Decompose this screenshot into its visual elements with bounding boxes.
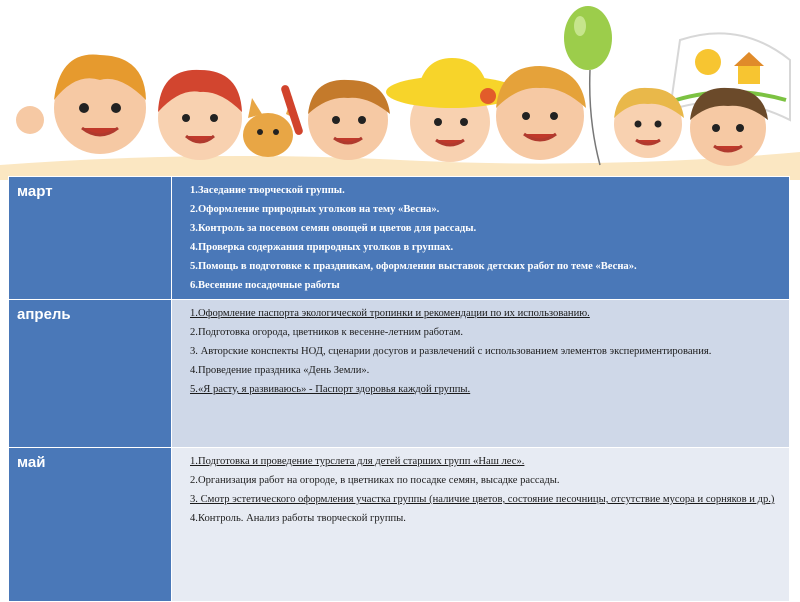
list-item: 1.Заседание творческой группы. (190, 185, 345, 196)
list-item: 6.Весенние посадочные работы (190, 280, 340, 291)
list-item: 3.Контроль за посевом семян овощей и цветов для рассады. (190, 223, 477, 234)
child-face-icon (496, 66, 586, 160)
list-item: 4.Проверка содержания природных уголков в группах. (190, 242, 454, 253)
table-row (9, 300, 790, 448)
list-item: 1.Подготовка и проведение турслета для детей старших групп «Наш лес». (190, 456, 525, 467)
month-cell: март (9, 177, 172, 300)
list-item: 3. Смотр эстетического оформления участка группы (наличие цветов, состояние песочницы, отсутствие мусора и сорняков и др.) (190, 494, 775, 505)
list-item: 5.Помощь в подготовке к праздникам, оформлении выставок детских работ по теме «Весна». (190, 261, 637, 272)
child-face-icon (308, 80, 390, 160)
list-item: 4.Проведение праздника «День Земли». (190, 365, 370, 376)
list-item: 3. Авторские конспекты НОД, сценарии досугов и развлечений с использованием элементов экспериментирования. (190, 346, 712, 357)
tasks-cell (172, 300, 790, 448)
list-item: 5.«Я расту, я развиваюсь» - Паспорт здоровья каждой группы. (190, 384, 471, 395)
month-cell: май (9, 448, 172, 602)
child-face-icon (16, 55, 146, 154)
child-face-icon (614, 88, 684, 158)
table-row (9, 448, 790, 602)
child-face-icon (158, 70, 242, 160)
list-item: 2.Оформление природных уголков на тему «Весна». (190, 204, 440, 215)
tasks-cell (172, 448, 790, 602)
table-row (9, 177, 790, 300)
list-item: 1.Оформление паспорта экологической тропинки и рекомендации по их использованию. (190, 308, 590, 319)
children-header-illustration (0, 0, 800, 180)
child-face-icon (690, 88, 768, 166)
list-item: 2.Подготовка огорода, цветников к весенне-летним работам. (190, 327, 464, 338)
month-cell: апрель (9, 300, 172, 448)
list-item: 2.Организация работ на огороде, в цветниках по посадке семян, высадке рассады. (190, 475, 560, 486)
plan-table (8, 176, 790, 602)
tasks-cell (172, 177, 790, 300)
kitten-icon (243, 84, 304, 157)
list-item: 4.Контроль. Анализ работы творческой группы. (190, 513, 406, 524)
